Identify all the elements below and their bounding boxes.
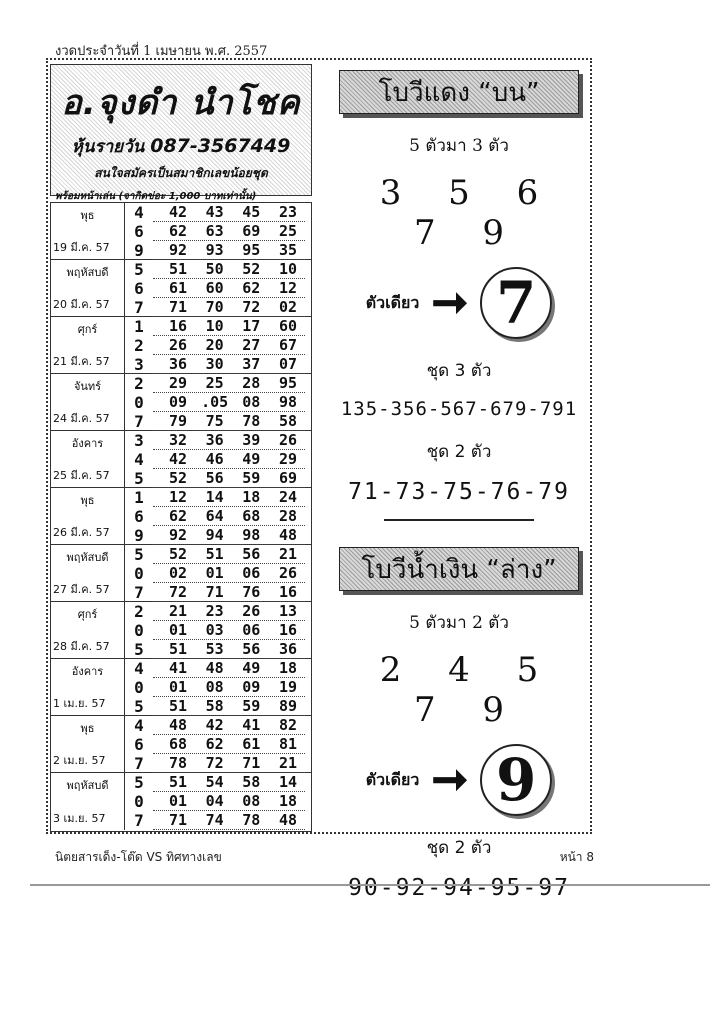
number-cell: 46 — [205, 450, 224, 468]
number-cell: 71 — [205, 583, 224, 601]
draw-digit: 2 — [134, 602, 144, 621]
arrow-right-icon: ➞ — [431, 754, 469, 805]
draw-digits — [125, 317, 153, 373]
number-row — [153, 298, 305, 317]
draw-block — [51, 374, 311, 431]
arrow-right-icon: ➞ — [431, 277, 469, 328]
draw-digit: 5 — [134, 260, 144, 279]
number-cell: 48 — [205, 659, 224, 677]
number-cell: 52 — [168, 469, 188, 487]
number-row — [153, 811, 305, 830]
number-cell: 50 — [205, 260, 224, 278]
draw-digits — [125, 659, 153, 715]
draw-block — [51, 659, 311, 716]
number-cell: 04 — [205, 792, 224, 810]
number-row — [153, 564, 305, 583]
number-cell: 21 — [278, 754, 297, 772]
draw-digits — [125, 545, 153, 601]
number-row — [153, 583, 305, 602]
number-cell: 48 — [168, 716, 188, 734]
number-cell: .05 — [201, 393, 229, 411]
draw-date: 24 มี.ค. 57 — [53, 412, 110, 425]
top-digits: 3 5 6 7 9 — [379, 173, 557, 253]
number-cell: 14 — [205, 488, 224, 506]
draw-day: พุธ — [80, 722, 95, 735]
number-cell: 13 — [278, 602, 297, 620]
draw-label — [51, 374, 125, 430]
number-cell: 51 — [168, 260, 188, 278]
draw-digit: 6 — [134, 507, 144, 526]
number-cell: 82 — [278, 716, 297, 734]
draw-digit: 0 — [134, 564, 144, 583]
draw-digit: 0 — [134, 393, 144, 412]
number-cell: 18 — [278, 792, 297, 810]
number-cell: 51 — [168, 640, 188, 658]
draw-digit: 7 — [134, 811, 144, 830]
draw-day: พุธ — [80, 209, 95, 222]
number-cell: 54 — [205, 773, 224, 791]
draw-rows — [153, 716, 311, 772]
number-cell: 12 — [168, 488, 188, 506]
number-cell: 28 — [242, 374, 261, 392]
top-single-row — [330, 267, 588, 339]
draw-block — [51, 545, 311, 602]
number-cell: 42 — [168, 450, 188, 468]
draw-digit: 0 — [134, 792, 144, 811]
draw-date: 27 มี.ค. 57 — [53, 583, 110, 596]
number-cell: 01 — [168, 678, 188, 696]
top-single-label: ตัวเดียว — [365, 292, 420, 312]
draw-block — [51, 203, 311, 260]
number-cell: 51 — [205, 545, 224, 563]
number-cell: 62 — [205, 735, 224, 753]
draw-label — [51, 260, 125, 316]
number-cell: 29 — [168, 374, 188, 392]
number-cell: 56 — [242, 545, 261, 563]
number-cell: 95 — [242, 241, 261, 259]
number-cell: 94 — [205, 526, 224, 544]
draw-digit: 1 — [134, 488, 144, 507]
draw-digit: 7 — [134, 754, 144, 773]
results-table — [50, 202, 312, 832]
number-cell: 26 — [168, 336, 188, 354]
draw-digit: 5 — [134, 469, 144, 488]
number-cell: 51 — [168, 773, 188, 791]
number-cell: 36 — [205, 431, 224, 449]
brand-note: พร้อมหน้าเล่น (จากิดข่อะ 1,000 บาทเท่านั้น) — [55, 191, 257, 202]
number-cell: 42 — [168, 203, 188, 221]
number-row — [153, 222, 305, 241]
page-header: งวดประจำวันที่ 1 เมษายน พ.ศ. 2557 — [55, 44, 268, 59]
number-row — [153, 374, 305, 393]
number-row — [153, 336, 305, 355]
number-row — [153, 697, 305, 716]
draw-date: 21 มี.ค. 57 — [53, 355, 110, 368]
number-cell: 14 — [278, 773, 297, 791]
brand-title: อ.จุงดำ นำโชค — [61, 83, 301, 123]
number-cell: 01 — [168, 621, 188, 639]
draw-digit: 7 — [134, 412, 144, 431]
draw-day: จันทร์ — [73, 380, 102, 393]
draw-digit: 1 — [134, 317, 144, 336]
number-cell: 19 — [278, 678, 297, 696]
draw-digit: 4 — [134, 659, 144, 678]
number-row — [153, 279, 305, 298]
number-row — [153, 241, 305, 260]
draw-date: 25 มี.ค. 57 — [53, 469, 110, 482]
draw-day: พุธ — [80, 494, 95, 507]
number-row — [153, 260, 305, 279]
draw-digit: 2 — [134, 374, 144, 393]
number-cell: 27 — [242, 336, 261, 354]
number-cell: 67 — [278, 336, 297, 354]
draw-rows — [153, 374, 311, 430]
page-number: หน้า 8 — [559, 850, 594, 864]
number-row — [153, 393, 305, 412]
number-cell: 32 — [168, 431, 188, 449]
bottom-banner: โบวีน้ำเงิน “ล่าง” — [339, 547, 579, 591]
brand-box — [50, 64, 312, 202]
number-cell: 56 — [242, 640, 261, 658]
number-cell: 07 — [278, 355, 297, 373]
number-cell: 74 — [205, 811, 224, 829]
number-cell: 06 — [242, 564, 261, 582]
phone-number: 087-3567449 — [150, 135, 291, 157]
number-cell: 30 — [205, 355, 224, 373]
number-cell: 24 — [278, 488, 297, 506]
left-column — [50, 64, 315, 834]
draw-block — [51, 431, 311, 488]
number-cell: 18 — [278, 659, 297, 677]
number-cell: 78 — [168, 754, 188, 772]
number-cell: 37 — [242, 355, 261, 373]
number-cell: 62 — [168, 507, 188, 525]
number-cell: 93 — [205, 241, 224, 259]
draw-label — [51, 317, 125, 373]
number-cell: 75 — [205, 412, 224, 430]
draw-rows — [153, 260, 311, 316]
number-cell: 58 — [242, 773, 261, 791]
number-row — [153, 203, 305, 222]
bottom-single-row — [330, 744, 588, 816]
number-cell: 18 — [242, 488, 261, 506]
draw-rows — [153, 488, 311, 544]
number-cell: 01 — [205, 564, 224, 582]
number-cell: 72 — [168, 583, 188, 601]
number-cell: 64 — [205, 507, 224, 525]
top-banner: โบวีแดง “บน” — [339, 70, 579, 114]
number-cell: 01 — [168, 792, 188, 810]
number-cell: 36 — [168, 355, 188, 373]
draw-date: 2 เม.ย. 57 — [53, 754, 106, 767]
number-cell: 16 — [168, 317, 188, 335]
number-row — [153, 469, 305, 488]
number-cell: 29 — [278, 450, 297, 468]
draw-digit: 0 — [134, 678, 144, 697]
number-cell: 21 — [168, 602, 188, 620]
draw-label — [51, 602, 125, 658]
number-cell: 59 — [242, 469, 261, 487]
number-cell: 03 — [205, 621, 224, 639]
draw-digit: 7 — [134, 583, 144, 602]
draw-day: ศุกร์ — [77, 323, 98, 336]
top-set2-label: ชุด 2 ตัว — [426, 442, 492, 462]
number-cell: 92 — [168, 241, 188, 259]
number-cell: 62 — [242, 279, 261, 297]
draw-digit: 5 — [134, 545, 144, 564]
number-cell: 95 — [278, 374, 297, 392]
top-set2-value: 71-73-75-76-79 — [348, 479, 570, 505]
draw-label — [51, 773, 125, 830]
draw-digit: 4 — [134, 450, 144, 469]
number-cell: 25 — [205, 374, 224, 392]
number-row — [153, 507, 305, 526]
number-cell: 78 — [242, 412, 261, 430]
draw-label — [51, 431, 125, 487]
number-row — [153, 621, 305, 640]
number-cell: 23 — [278, 203, 297, 221]
draw-digit: 9 — [134, 526, 144, 545]
number-cell: 42 — [205, 716, 224, 734]
number-cell: 35 — [278, 241, 297, 259]
number-cell: 53 — [205, 640, 224, 658]
number-cell: 58 — [278, 412, 297, 430]
bottom-digits: 2 4 5 7 9 — [379, 650, 557, 730]
number-cell: 61 — [168, 279, 188, 297]
draw-digit: 6 — [134, 735, 144, 754]
bottom-single-circle: 9 — [480, 744, 552, 816]
number-cell: 20 — [205, 336, 224, 354]
number-cell: 48 — [278, 526, 297, 544]
number-cell: 02 — [168, 564, 188, 582]
number-cell: 52 — [168, 545, 188, 563]
number-cell: 08 — [242, 393, 261, 411]
number-cell: 16 — [278, 621, 297, 639]
number-cell: 16 — [278, 583, 297, 601]
number-cell: 71 — [168, 298, 188, 316]
draw-rows — [153, 431, 311, 487]
number-cell: 56 — [205, 469, 224, 487]
draw-digit: 4 — [134, 203, 144, 222]
brand-tagline: สนใจสมัครเป็นสมาชิกเลขน้อยชุด — [94, 166, 268, 180]
number-cell: 70 — [205, 298, 224, 316]
draw-rows — [153, 602, 311, 658]
number-row — [153, 659, 305, 678]
number-row — [153, 716, 305, 735]
draw-date: 3 เม.ย. 57 — [53, 812, 106, 825]
number-cell: 61 — [242, 735, 261, 753]
bottom-single-label: ตัวเดียว — [365, 769, 420, 789]
number-cell: 08 — [242, 792, 261, 810]
number-cell: 41 — [168, 659, 188, 677]
draw-digits — [125, 716, 153, 772]
number-cell: 71 — [168, 811, 188, 829]
number-cell: 78 — [242, 811, 261, 829]
number-cell: 28 — [278, 507, 297, 525]
draw-block — [51, 260, 311, 317]
number-cell: 06 — [242, 621, 261, 639]
draw-digits — [125, 773, 153, 830]
draw-digits — [125, 203, 153, 259]
draw-block — [51, 716, 311, 773]
bottom-rule — [30, 884, 710, 886]
number-cell: 25 — [278, 222, 297, 240]
brand-phone-line — [51, 133, 311, 160]
number-cell: 26 — [278, 564, 297, 582]
top-single-circle: 7 — [480, 267, 552, 339]
bottom-set2-value: 90-92-94-95-97 — [348, 875, 570, 901]
number-cell: 51 — [168, 697, 188, 715]
number-row — [153, 412, 305, 431]
number-cell: 76 — [242, 583, 261, 601]
draw-digit: 9 — [134, 241, 144, 260]
number-cell: 39 — [242, 431, 261, 449]
number-cell: 63 — [205, 222, 224, 240]
number-cell: 72 — [205, 754, 224, 772]
number-cell: 71 — [242, 754, 261, 772]
number-cell: 21 — [278, 545, 297, 563]
draw-digit: 3 — [134, 431, 144, 450]
draw-date: 26 มี.ค. 57 — [53, 526, 110, 539]
number-cell: 09 — [168, 393, 188, 411]
number-row — [153, 735, 305, 754]
draw-day: อังคาร — [71, 437, 104, 450]
number-cell: 12 — [278, 279, 297, 297]
number-cell: 10 — [278, 260, 297, 278]
number-cell: 23 — [205, 602, 224, 620]
number-cell: 10 — [205, 317, 224, 335]
number-row — [153, 355, 305, 374]
number-cell: 89 — [278, 697, 297, 715]
number-cell: 41 — [242, 716, 261, 734]
draw-date: 1 เม.ย. 57 — [53, 697, 106, 710]
number-cell: 45 — [242, 203, 261, 221]
draw-digit: 5 — [134, 773, 144, 792]
draw-digit: 5 — [134, 697, 144, 716]
draw-block — [51, 773, 311, 830]
number-row — [153, 773, 305, 792]
bottom-set2-label: ชุด 2 ตัว — [426, 838, 492, 858]
number-row — [153, 317, 305, 336]
top-subtitle: 5 ตัวมา 3 ตัว — [409, 136, 509, 156]
draw-day: พฤหัสบดี — [66, 551, 109, 564]
number-row — [153, 792, 305, 811]
number-cell: 60 — [205, 279, 224, 297]
number-cell: 81 — [278, 735, 297, 753]
draw-block — [51, 488, 311, 545]
draw-rows — [153, 773, 311, 830]
number-row — [153, 754, 305, 773]
section-divider — [384, 519, 534, 521]
number-cell: 98 — [242, 526, 261, 544]
number-row — [153, 450, 305, 469]
draw-digit: 6 — [134, 222, 144, 241]
top-set3-value: 135-356-567-679-791 — [340, 398, 578, 420]
number-cell: 68 — [168, 735, 188, 753]
draw-digit: 0 — [134, 621, 144, 640]
draw-rows — [153, 203, 311, 259]
number-cell: 17 — [242, 317, 261, 335]
draw-digits — [125, 431, 153, 487]
draw-digit: 7 — [134, 298, 144, 317]
draw-label — [51, 659, 125, 715]
number-cell: 48 — [278, 811, 297, 829]
draw-rows — [153, 545, 311, 601]
draw-rows — [153, 317, 311, 373]
draw-date: 28 มี.ค. 57 — [53, 640, 110, 653]
draw-day: พฤหัสบดี — [66, 266, 109, 279]
number-row — [153, 488, 305, 507]
number-cell: 26 — [278, 431, 297, 449]
draw-label — [51, 488, 125, 544]
draw-digits — [125, 260, 153, 316]
draw-digit: 4 — [134, 716, 144, 735]
number-row — [153, 678, 305, 697]
number-cell: 08 — [205, 678, 224, 696]
number-cell: 36 — [278, 640, 297, 658]
draw-label — [51, 716, 125, 772]
draw-digits — [125, 488, 153, 544]
number-cell: 72 — [242, 298, 261, 316]
draw-day: ศุกร์ — [77, 608, 98, 621]
number-cell: 69 — [278, 469, 297, 487]
draw-block — [51, 317, 311, 374]
draw-date: 19 มี.ค. 57 — [53, 241, 110, 254]
draw-digit: 3 — [134, 355, 144, 374]
number-row — [153, 602, 305, 621]
number-cell: 58 — [205, 697, 224, 715]
number-row — [153, 640, 305, 659]
number-cell: 49 — [242, 659, 261, 677]
number-row — [153, 545, 305, 564]
draw-digit: 6 — [134, 279, 144, 298]
phone-label: หุ้นรายวัน — [71, 137, 145, 157]
number-cell: 62 — [168, 222, 188, 240]
number-cell: 52 — [242, 260, 261, 278]
number-cell: 59 — [242, 697, 261, 715]
draw-date: 20 มี.ค. 57 — [53, 298, 110, 311]
draw-label — [51, 203, 125, 259]
number-cell: 26 — [242, 602, 261, 620]
number-row — [153, 431, 305, 450]
draw-digits — [125, 374, 153, 430]
number-cell: 98 — [278, 393, 297, 411]
number-cell: 60 — [278, 317, 297, 335]
number-row — [153, 526, 305, 545]
draw-digits — [125, 602, 153, 658]
draw-day: พฤหัสบดี — [66, 779, 109, 792]
number-cell: 92 — [168, 526, 188, 544]
top-set3-label: ชุด 3 ตัว — [426, 361, 492, 381]
number-cell: 09 — [242, 678, 261, 696]
draw-label — [51, 545, 125, 601]
magazine-name: นิตยสารเด็ง-โต๊ด VS ทิศทางเลข — [55, 850, 222, 864]
draw-digit: 2 — [134, 336, 144, 355]
draw-day: อังคาร — [71, 665, 104, 678]
bottom-subtitle: 5 ตัวมา 2 ตัว — [409, 613, 509, 633]
number-cell: 02 — [278, 298, 297, 316]
number-cell: 49 — [242, 450, 261, 468]
number-cell: 69 — [242, 222, 261, 240]
number-cell: 68 — [242, 507, 261, 525]
number-cell: 79 — [168, 412, 188, 430]
draw-digit: 5 — [134, 640, 144, 659]
draw-rows — [153, 659, 311, 715]
draw-block — [51, 602, 311, 659]
number-cell: 43 — [205, 203, 224, 221]
